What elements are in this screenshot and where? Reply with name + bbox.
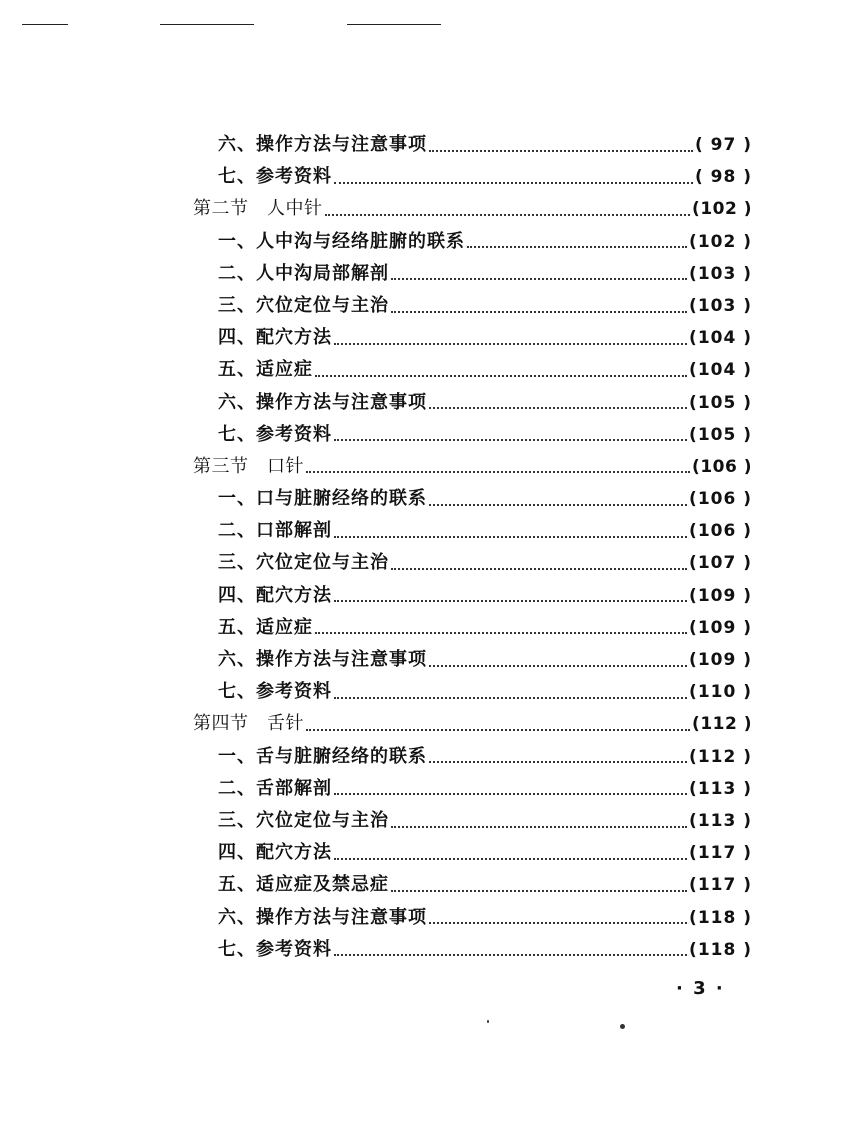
toc-page: (112 ) xyxy=(689,746,752,767)
toc-page: (117 ) xyxy=(689,843,752,864)
toc-item xyxy=(218,612,752,644)
dot-leader xyxy=(325,213,691,216)
toc-title: 二、人中沟局部解剖 xyxy=(218,262,389,284)
toc-title: 三、穴位定位与主治 xyxy=(218,809,389,831)
toc-item xyxy=(218,644,752,676)
toc-title: 七、参考资料 xyxy=(218,423,332,445)
toc-title: 七、参考资料 xyxy=(218,938,332,960)
dot-leader xyxy=(429,406,687,409)
toc-item xyxy=(218,226,752,258)
toc-title: 五、适应症及禁忌症 xyxy=(218,874,389,896)
toc-title: 六、操作方法与注意事项 xyxy=(218,649,427,670)
toc-item xyxy=(218,741,752,773)
dot-leader xyxy=(334,599,687,602)
toc-item xyxy=(218,354,752,386)
toc-page: (105 ) xyxy=(689,424,752,445)
toc-title: 六、操作方法与注意事项 xyxy=(218,906,427,928)
dot-leader xyxy=(429,921,687,924)
toc-item xyxy=(218,387,752,419)
toc-page: (113 ) xyxy=(689,810,752,831)
toc-title: 二、口部解剖 xyxy=(218,520,332,542)
toc-page: (110 ) xyxy=(689,682,752,703)
toc-title: 一、人中沟与经络脏腑的联系 xyxy=(218,230,465,252)
toc-page: (104 ) xyxy=(689,328,752,349)
toc-item xyxy=(218,773,752,805)
toc-title: 五、适应症 xyxy=(218,359,313,381)
header-rule xyxy=(22,24,68,25)
scan-speck xyxy=(487,1020,489,1023)
toc-title: 二、舌部解剖 xyxy=(218,777,332,799)
toc-title: 一、口与脏腑经络的联系 xyxy=(218,488,427,510)
toc-item xyxy=(218,676,752,708)
toc-page: ( 97 ) xyxy=(694,135,752,155)
toc-title: 三、穴位定位与主治 xyxy=(218,294,389,316)
dot-leader xyxy=(429,503,687,506)
toc-page: (106 ) xyxy=(689,489,752,510)
toc-title: 四、配穴方法 xyxy=(218,584,332,606)
toc-page: (118 ) xyxy=(689,907,752,928)
toc-title: 七、参考资料 xyxy=(218,166,332,188)
toc-title: 四、配穴方法 xyxy=(218,842,332,864)
toc-title: 一、舌与脏腑经络的联系 xyxy=(218,745,427,767)
toc-page: (104 ) xyxy=(689,360,752,381)
dot-leader xyxy=(306,470,690,473)
toc-item xyxy=(218,419,752,451)
toc-item xyxy=(218,580,752,612)
toc-item xyxy=(218,161,752,193)
toc-title: 第三节 口针 xyxy=(193,455,304,477)
toc-item xyxy=(218,258,752,290)
dot-leader xyxy=(334,953,687,956)
header-rule xyxy=(347,24,441,25)
dot-leader xyxy=(315,374,687,377)
toc-title: 七、参考资料 xyxy=(218,681,332,703)
toc-page: (109 ) xyxy=(689,617,752,638)
dot-leader xyxy=(334,181,693,184)
scan-speck xyxy=(620,1024,625,1029)
dot-leader xyxy=(429,664,687,667)
dot-leader xyxy=(334,535,687,538)
toc-page: (113 ) xyxy=(689,778,752,799)
dot-leader xyxy=(306,728,690,731)
toc-title: 六、操作方法与注意事项 xyxy=(218,134,427,155)
toc-item xyxy=(218,934,752,966)
toc-section xyxy=(193,451,752,483)
table-of-contents xyxy=(0,129,866,966)
toc-item xyxy=(218,515,752,547)
toc-page: (105 ) xyxy=(689,392,752,413)
dot-leader xyxy=(334,342,687,345)
toc-title: 第四节 舌针 xyxy=(193,713,304,735)
dot-leader xyxy=(334,792,687,795)
dot-leader xyxy=(391,889,687,892)
dot-leader xyxy=(391,310,687,313)
toc-section xyxy=(193,708,752,740)
toc-title: 四、配穴方法 xyxy=(218,327,332,349)
toc-page: (107 ) xyxy=(689,553,752,574)
toc-page: (118 ) xyxy=(689,939,752,960)
toc-page: (103 ) xyxy=(689,295,752,316)
toc-item xyxy=(218,290,752,322)
toc-item xyxy=(218,869,752,901)
toc-title: 五、适应症 xyxy=(218,616,313,638)
page-number: · 3 · xyxy=(676,978,725,999)
toc-item xyxy=(218,547,752,579)
dot-leader xyxy=(429,760,687,763)
toc-page: (109 ) xyxy=(689,650,752,670)
dot-leader xyxy=(334,438,687,441)
toc-page: (103 ) xyxy=(689,263,752,284)
toc-item xyxy=(218,805,752,837)
dot-leader xyxy=(391,825,687,828)
dot-leader xyxy=(315,631,687,634)
toc-page: (102 ) xyxy=(689,231,752,252)
dot-leader xyxy=(391,277,687,280)
toc-page: (106 ) xyxy=(689,521,752,542)
toc-item xyxy=(218,902,752,934)
toc-page: (106 ) xyxy=(692,456,752,477)
toc-item xyxy=(218,129,752,161)
dot-leader xyxy=(429,149,693,152)
dot-leader xyxy=(334,857,687,860)
toc-title: 三、穴位定位与主治 xyxy=(218,552,389,574)
dot-leader xyxy=(467,245,687,248)
dot-leader xyxy=(391,567,687,570)
toc-page: (102 ) xyxy=(692,199,752,220)
header-rule xyxy=(160,24,254,25)
toc-page: (117 ) xyxy=(689,875,752,896)
toc-page: (112 ) xyxy=(692,714,752,735)
toc-item xyxy=(218,483,752,515)
toc-item xyxy=(218,322,752,354)
toc-page: ( 98 ) xyxy=(694,167,752,188)
toc-title: 第二节 人中针 xyxy=(193,198,323,220)
toc-section xyxy=(193,193,752,225)
toc-item xyxy=(218,837,752,869)
toc-page: (109 ) xyxy=(689,585,752,606)
toc-title: 六、操作方法与注意事项 xyxy=(218,391,427,413)
dot-leader xyxy=(334,696,687,699)
